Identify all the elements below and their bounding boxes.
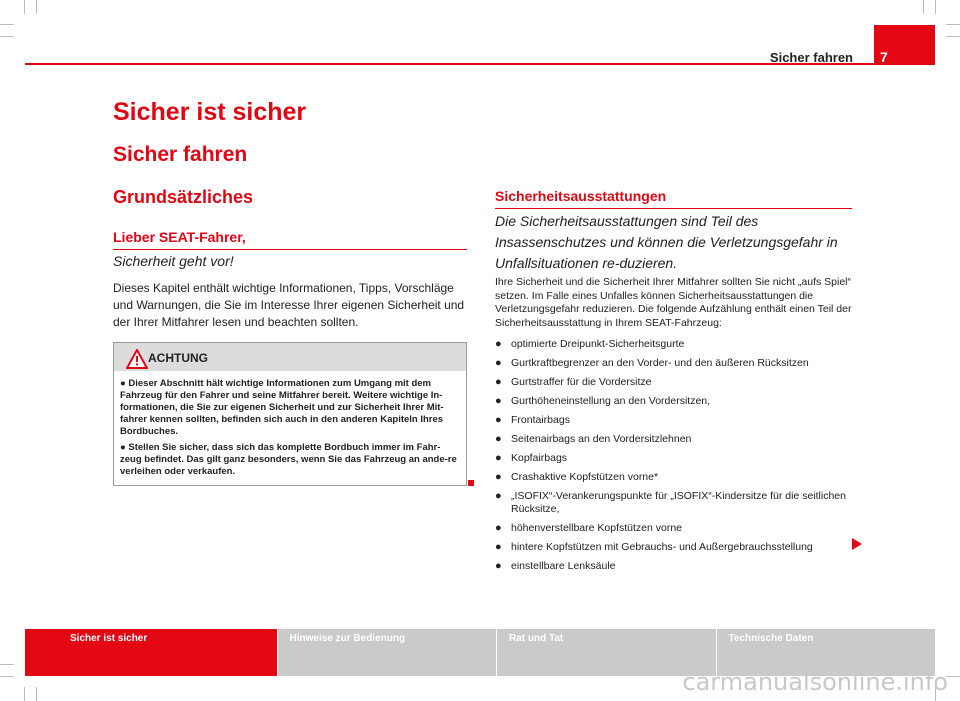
crop-mark bbox=[0, 24, 14, 25]
list-item: ● einstellbare Lenksäule bbox=[495, 560, 616, 572]
subsection-title: Grundsätzliches bbox=[113, 187, 254, 207]
warning-list bbox=[114, 371, 466, 478]
warning-box bbox=[113, 342, 467, 486]
crop-mark bbox=[0, 36, 14, 37]
section-end-marker bbox=[468, 480, 474, 486]
list-item: ● Gurtstraffer für die Vordersitze bbox=[495, 376, 652, 388]
bullet-icon: ● bbox=[495, 433, 502, 445]
list-item: ● Seitenairbags an den Vordersitzlehnen bbox=[495, 433, 692, 445]
list-item: ● hintere Kopfstützen mit Gebrauchs- und Außergebrauchsstellung bbox=[495, 541, 813, 553]
crop-mark bbox=[24, 0, 25, 14]
safety-equipment-list bbox=[495, 338, 860, 579]
safety-equipment-heading: Sicherheitsausstattungen bbox=[495, 188, 852, 209]
crop-mark bbox=[946, 36, 960, 37]
tab-rat-und-tat[interactable]: Rat und Tat bbox=[496, 629, 716, 676]
chapter-title: Sicher ist sicher bbox=[113, 98, 307, 126]
warning-item: ● Stellen Sie sicher, dass sich das komplette Bordbuch immer im Fahr-zeug befindet. Das gilt ganz besonders, wenn Sie das Fahrzeug an ande-re verleihen oder verkaufen. bbox=[120, 442, 457, 477]
bullet-icon: ● bbox=[495, 376, 502, 388]
section-title: Sicher fahren bbox=[113, 143, 248, 166]
watermark: carmanualsonline.info bbox=[682, 668, 948, 696]
tab-technische-daten[interactable]: Technische Daten bbox=[716, 629, 936, 676]
running-head: Sicher fahren bbox=[769, 50, 853, 65]
tab-sicher-ist-sicher[interactable]: Sicher ist sicher bbox=[25, 629, 277, 676]
list-item: ● optimierte Dreipunkt-Sicherheitsgurte bbox=[495, 338, 685, 350]
bullet-icon: ● bbox=[495, 560, 502, 572]
left-body-text: Dieses Kapitel enthält wichtige Informationen, Tipps, Vorschläge und Warnungen, die Sie im Interesse Ihrer eigenen Sicherheit und der Ihrer Mitfahrer lesen und beachten sollten. bbox=[113, 281, 465, 329]
crop-mark bbox=[946, 676, 960, 677]
list-item: ● Kopfairbags bbox=[495, 452, 568, 464]
bullet-icon: ● bbox=[495, 452, 502, 464]
list-item: ● Gurtkraftbegrenzer an den Vorder- und den äußeren Rücksitzen bbox=[495, 357, 809, 369]
tab-hinweise-zur-bedienung[interactable]: Hinweise zur Bedienung bbox=[277, 629, 497, 676]
crop-mark bbox=[36, 687, 37, 701]
warning-triangle-icon bbox=[126, 349, 148, 369]
list-item: ● „ISOFIX“-Verankerungspunkte für „ISOFIX“-Kindersitze für die seitlichen Rücksitze, bbox=[495, 490, 846, 515]
continue-arrow-icon bbox=[852, 538, 862, 550]
bullet-icon: ● bbox=[495, 338, 502, 350]
safety-lead-text: Die Sicherheitsausstattungen sind Teil des Insassenschutzes und können die Verletzungsgefahr in Unfallsituationen re-duzieren. bbox=[495, 213, 838, 271]
bullet-icon: ● bbox=[495, 541, 502, 553]
warning-title: ACHTUNG bbox=[148, 351, 208, 365]
list-item: ● Crashaktive Kopfstützen vorne* bbox=[495, 471, 659, 483]
safety-body-text: Ihre Sicherheit und die Sicherheit Ihrer Mitfahrer sollten Sie nicht „aufs Spiel“ setzen. Im Falle eines Unfalles können Sicherheitsausstattungen die Verletzungsgefahr reduzieren. Die folgende Aufzählung enthält einen Teil der Sicherheitsausstattung in Ihrem SEAT-Fahrzeug: bbox=[495, 276, 852, 329]
greeting-heading: Lieber SEAT-Fahrer, bbox=[113, 229, 467, 250]
intro-line: Sicherheit geht vor! bbox=[113, 253, 234, 269]
bullet-icon: ● bbox=[495, 414, 502, 426]
crop-mark bbox=[0, 664, 14, 665]
bullet-icon: ● bbox=[495, 522, 502, 534]
bullet-icon: ● bbox=[495, 357, 502, 369]
warning-item: ● Dieser Abschnitt hält wichtige Informationen zum Umgang mit dem Fahrzeug für den Fahrer und seine Mitfahrer bereit. Weitere wichtige In-formationen, die Sie zur eigenen Sicherheit und zur Sicherheit Ihrer Mit-fahrer kennen sollten, befinden sich auch in den anderen Kapiteln Ihres Bordbuches. bbox=[120, 378, 444, 437]
crop-mark bbox=[923, 0, 924, 14]
list-item: ● Gurthöheneinstellung an den Vordersitzen, bbox=[495, 395, 711, 407]
crop-mark bbox=[36, 0, 37, 14]
bullet-icon: ● bbox=[495, 471, 502, 483]
crop-mark bbox=[0, 676, 14, 677]
list-item: ● Frontairbags bbox=[495, 414, 570, 426]
list-item: ● höhenverstellbare Kopfstützen vorne bbox=[495, 522, 683, 534]
page-number: 7 bbox=[874, 25, 935, 65]
bullet-icon: ● bbox=[495, 490, 502, 502]
crop-mark bbox=[24, 687, 25, 701]
warning-header bbox=[114, 343, 466, 371]
bullet-icon: ● bbox=[495, 395, 502, 407]
crop-mark bbox=[946, 24, 960, 25]
crop-mark bbox=[935, 0, 936, 14]
